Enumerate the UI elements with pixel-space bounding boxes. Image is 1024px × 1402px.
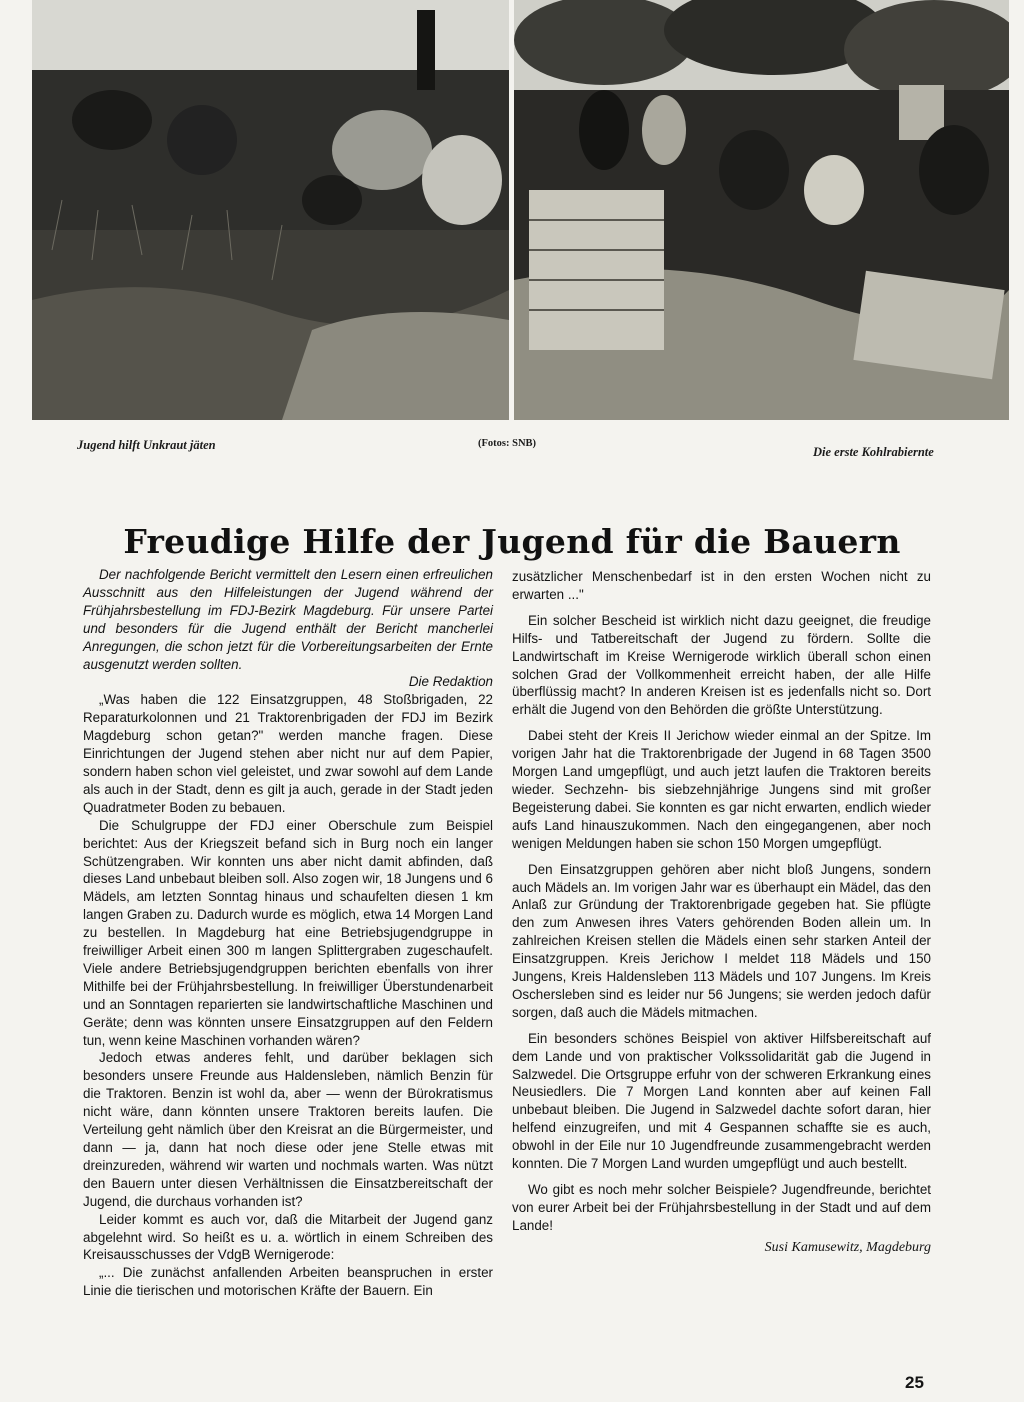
article-headline: Freudige Hilfe der Jugend für die Bauern [123,522,901,562]
body-paragraph: Ein besonders schönes Beispiel von aktiver Hilfsbereitschaft auf dem Lande und von praktischer Volkssolidarität gab die Jugend in Salzwedel. Die Ortsgruppe erfuhr von der schweren Erkrankung eines Neusiedlers. Die 7 Morgen Land konnten aber auf keinen Fall unbebaut bleiben. Die Jugend in Salzwedel dachte sofort daran, hier helfend einzugreifen, und mit 4 Gespannen schaffte sie es auch, obwohl in der Eile nur 10 Jugendfreunde zusammengebracht werden konnten. Die 7 Morgen Land wurden umgepflügt und auch bestellt. [512,1030,931,1172]
editorial-signature: Die Redaktion [408,674,493,690]
article-column-left [83,566,493,1300]
photo-caption-right: Die erste Kohlrabiernte [813,445,934,459]
photo-youth-weeding [32,0,509,420]
page-number: 25 [905,1373,924,1392]
photo-credit: (Fotos: SNB) [478,438,537,449]
body-paragraph: Dabei steht der Kreis II Jerichow wieder einmal an der Spitze. Im vorigen Jahr hat die Traktorenbrigade der Jugend in 68 Tagen 3500 Morgen Land umgepflügt, und auch jetzt laufen die Traktoren bereits wieder. Sechzehn- bis siebzehnjährige Jungens sind mit großer Begeisterung dabei. Sie konnten es gar nicht erwarten, endlich wieder aufs Land hinauszukommen. Nach den eingegangenen, aber noch wenigen Meldungen haben sie schon 150 Morgen umgepflügt. [512,728,931,851]
body-paragraph: zusätzlicher Menschenbedarf ist in den ersten Wochen nicht zu erwarten ..." [512,569,931,602]
body-paragraph: Jedoch etwas anderes fehlt, und darüber beklagen sich besonders unsere Freunde aus Haldensleben, nämlich Benzin für die Traktoren. Benzin ist wohl da, aber — wenn der Bürokratismus nicht wäre, dann könnten unsere Traktoren bereits laufen. Die Verteilung geht nämlich über den Kreisrat an die Bürgermeister, und dann — ja, dann hat noch diese oder jene Stelle etwas mit dreinzureden, während wir warten und nochmals warten. Was nützt den Bauern unter diesen Verhältnissen die Einsatzbereitschaft der Jugend, die durchaus vorhanden ist? [83,1050,493,1209]
weeding-field-image [32,0,509,420]
editorial-intro: Der nachfolgende Bericht vermittelt den Lesern einen erfreulichen Ausschnitt aus den Hilfeleistungen der Jugend während der Frühjahrsbestellung im FDJ-Bezirk Magdeburg. Für unsere Partei und besonders für die Jugend enthält der Bericht mancherlei Anregungen, die schon jetzt für die Vorbereitungsarbeiten der Ernte ausgenutzt werden sollten. [83,567,493,672]
body-paragraph: Leider kommt es auch vor, daß die Mitarbeit der Jugend ganz abgelehnt wird. So heißt es u. a. wörtlich in einem Schreiben des Kreisausschusses der VdgB Wernigerode: [83,1211,493,1263]
author-signature: Susi Kamusewitz, Magdeburg [764,1239,931,1255]
harvest-crates-image [514,0,1009,420]
body-paragraph: „Was haben die 122 Einsatzgruppen, 48 Stoßbrigaden, 22 Reparaturkolonnen und 21 Traktorenbrigaden der FDJ im Bezirk Magdeburg schon getan?" werden manche fragen. Diese Einrichtungen der Jugend stehen aber nicht nur auf dem Papier, sondern haben schon viel geleistet, und zwar sowohl auf dem Lande als auch in der Stadt, denn es gilt ja auch, gerade in der Stadt jeden Quadratmeter Boden zu bebauen. [83,692,493,815]
body-paragraph: Die Schulgruppe der FDJ einer Oberschule zum Beispiel berichtet: Aus der Kriegszeit befand sich in Burg noch ein langer Schützengraben. Wir konnten uns aber nicht damit abfinden, daß dieses Land unbebaut bleiben soll. Also zogen wir, 18 Jungens und 6 Mädels, am letzten Sonntag hinaus und schaufelten diesen 1 km langen Graben zu. Dadurch wurde es möglich, etwa 14 Morgen Land zu bestellen. In Magdeburg hat eine Betriebsjugendgruppe in freiwilliger Arbeit einen 300 m langen Splittergraben zugeschaufelt. Viele andere Betriebsjugendgruppen berichten ebenfalls von ihrer Mithilfe bei der Frühjahrsbestellung. In freiwilliger Überstundenarbeit und an Sonntagen reparierten sie landwirtschaftliche Maschinen und Geräte; denn was könnten unsere Einsatzgruppen auf den Feldern tun, wenn keine Maschinen vorhanden wären? [83,817,493,1048]
body-paragraph: Wo gibt es noch mehr solcher Beispiele? Jugendfreunde, berichtet von eurer Arbeit bei der Frühjahrsbestellung in der Stadt und auf dem Lande! [512,1182,931,1233]
body-paragraph: Den Einsatzgruppen gehören aber nicht bloß Jungens, sondern auch Mädels an. Im vorigen Jahr war es überhaupt ein Mädel, das den Anlaß zur Gründung der Traktorenbrigade gegeben hat. Sie pflügte den zum Anwesen ihres Vaters gehörenden Boden allein um. In zahlreichen Kreisen stellen die Mädels einen sehr starken Anteil der Einsatzgruppen. Kreis Jerichow I meldet 118 Mädels und 150 Jungens, Kreis Haldensleben 113 Mädels und 107 Jungens. Im Kreis Oschersleben sind es leider nur 56 Jungens; sie werden jedoch dafür sorgen, daß auch die Mädels mitmachen. [512,861,931,1020]
photo-caption-left: Jugend hilft Unkraut jäten [77,438,216,452]
photo-kohlrabi-harvest [514,0,1009,420]
body-paragraph: Ein solcher Bescheid ist wirklich nicht dazu geeignet, die freudige Hilfs- und Tatbereitschaft der Jugend zu fördern. Sollte die Landwirtschaft im Kreise Wernigerode wirklich überall schon einen solchen Grad der Vollkommenheit erreicht haben, der alle Hilfe überflüssig macht? In anderen Kreisen ist es jedenfalls nicht so. Dort erhält die Jugend von den Behörden die größte Unterstützung. [512,612,931,718]
body-paragraph: „... Die zunächst anfallenden Arbeiten beanspruchen in erster Linie die tierischen und motorischen Kräfte der Bauern. Ein [83,1265,493,1299]
article-column-right [512,568,931,1257]
